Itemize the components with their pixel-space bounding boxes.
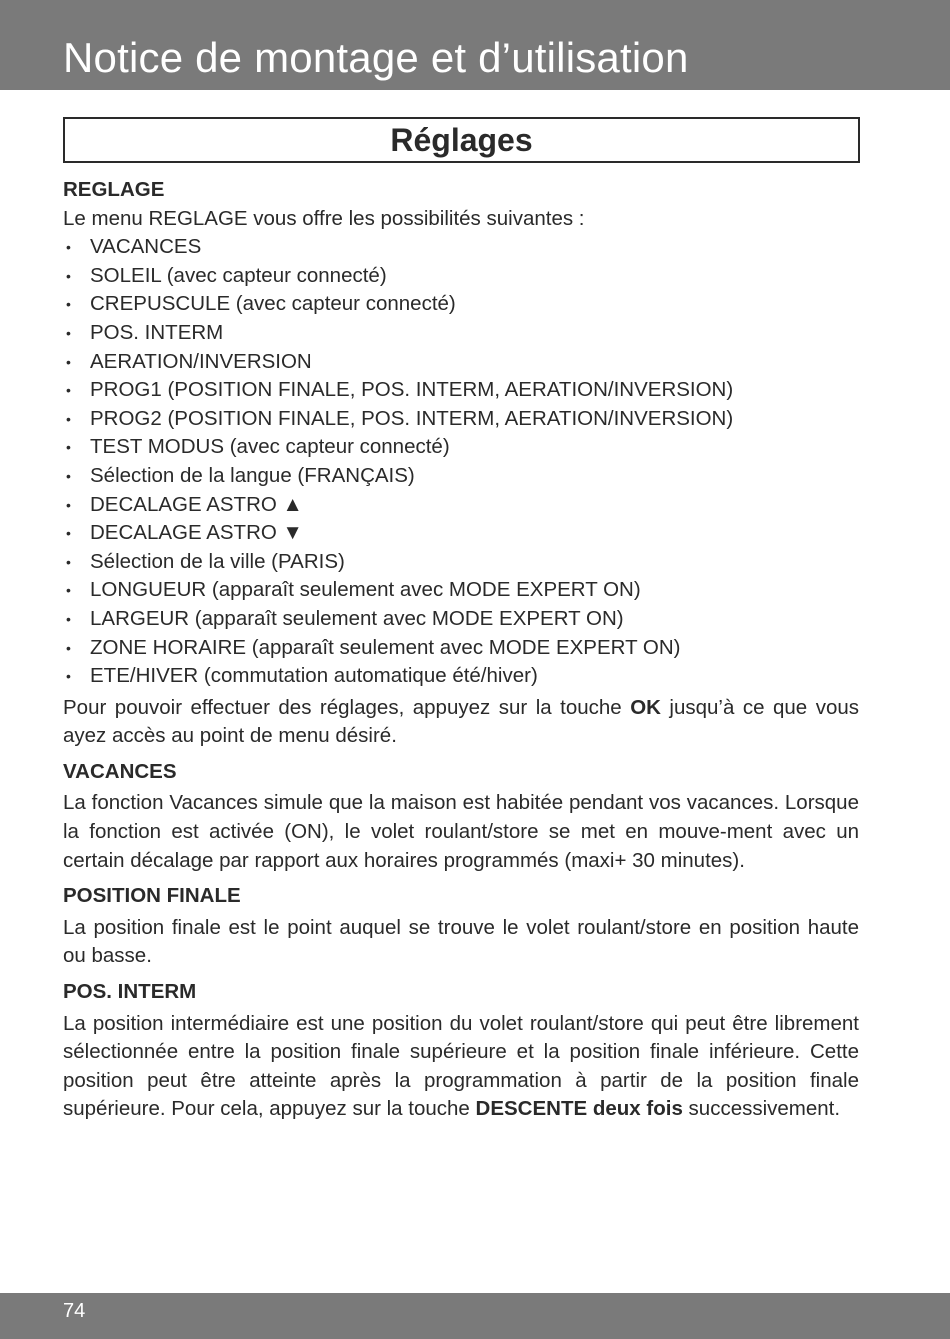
reglage-outro [63, 694, 859, 751]
ok-key-label: OK [630, 695, 661, 719]
heading-reglage: REGLAGE [63, 178, 165, 201]
list-item: • AERATION/INVERSION [63, 348, 859, 377]
descente-key-label: DESCENTE deux fois [475, 1097, 683, 1121]
list-item: • PROG1 (POSITION FINALE, POS. INTERM, AERATION/INVERSION) [63, 376, 859, 405]
list-item: • DECALAGE ASTRO ▲ [63, 491, 859, 520]
list-item: • LARGEUR (apparaît seulement avec MODE EXPERT ON) [63, 605, 859, 634]
page-footer [0, 1293, 950, 1339]
list-item: • ETE/HIVER (commutation automatique été/hiver) [63, 662, 859, 691]
page-header [0, 0, 950, 90]
position-finale-text: La position finale est le point auquel se trouve le volet roulant/store en position haute ou basse. [63, 915, 859, 968]
section-title: Réglages [63, 117, 860, 163]
list-item: • PROG2 (POSITION FINALE, POS. INTERM, AERATION/INVERSION) [63, 405, 859, 434]
list-item: • Sélection de la langue (FRANÇAIS) [63, 462, 859, 491]
pos-interm-text [63, 1010, 859, 1124]
document-title: Notice de montage et d’utilisation [63, 34, 689, 81]
heading-vacances: VACANCES [63, 759, 177, 783]
reglage-options-list [63, 233, 859, 691]
reglage-outro-start: Pour pouvoir effectuer des réglages, appuyez sur la touche [63, 695, 631, 719]
list-item: • VACANCES [63, 233, 859, 262]
list-item: • TEST MODUS (avec capteur connecté) [63, 433, 859, 462]
list-item: • DECALAGE ASTRO ▼ [63, 519, 859, 548]
reglage-intro: Le menu REGLAGE vous offre les possibilités suivantes : [63, 206, 585, 230]
list-item: • LONGUEUR (apparaît seulement avec MODE EXPERT ON) [63, 576, 859, 605]
reglage-outro-end: jusqu’à ce que vous ayez accès au point de menu désiré. [63, 695, 859, 748]
heading-position-finale: POSITION FINALE [63, 884, 241, 908]
list-item: • CREPUSCULE (avec capteur connecté) [63, 290, 859, 319]
vacances-text: La fonction Vacances simule que la maison est habitée pendant vos vacances. Lorsque la fonction est activée (ON), le volet roulant/store se met en mouve-ment avec un certain décalage par rapport aux horaires programmés (maxi+ 30 minutes). [63, 791, 859, 872]
list-item: • ZONE HORAIRE (apparaît seulement avec MODE EXPERT ON) [63, 634, 859, 663]
pos-interm-text-start: La position intermédiaire est une position du volet roulant/store qui peut être librement sélectionnée entre la position finale supérieure et la position finale inférieure. Cette position peut être atteinte après la programmation à partir de la position finale supérieure. Pour cela, appuyez sur la touche [63, 1011, 859, 1121]
page-number: 74 [63, 1300, 86, 1322]
list-item: • SOLEIL (avec capteur connecté) [63, 262, 859, 291]
page-content [63, 176, 859, 1124]
list-item: • POS. INTERM [63, 319, 859, 348]
list-item: • Sélection de la ville (PARIS) [63, 548, 859, 577]
heading-pos-interm: POS. INTERM [63, 980, 197, 1004]
pos-interm-text-end: successivement. [682, 1097, 841, 1121]
